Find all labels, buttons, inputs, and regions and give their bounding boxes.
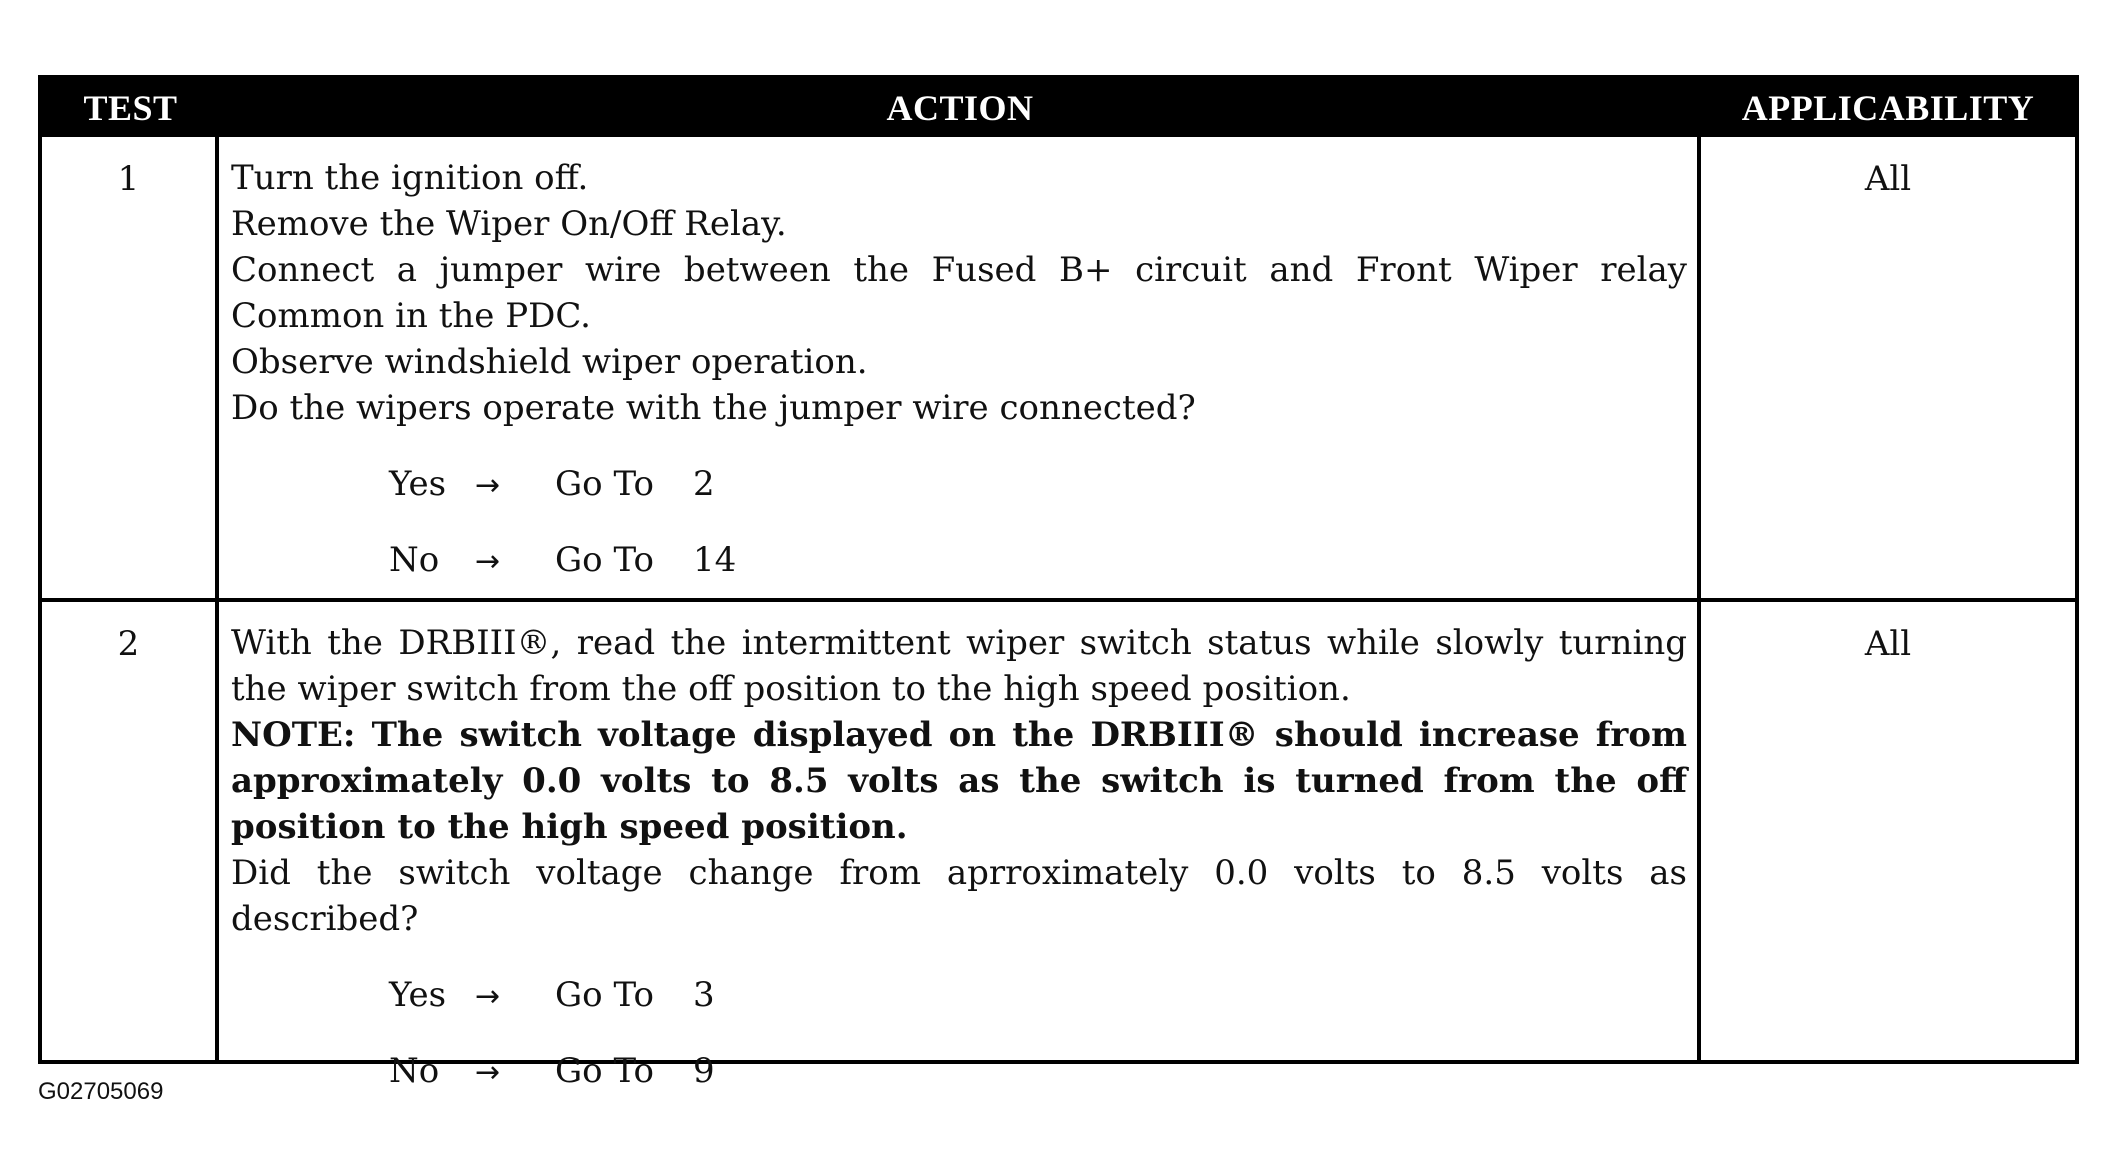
- action-cell: [219, 602, 1701, 1091]
- action-step: Observe windshield wiper operation.: [231, 342, 868, 382]
- header-applicability: APPLICABILITY: [1741, 88, 2035, 128]
- header-action: ACTION: [886, 88, 1034, 128]
- action-step: With the DRBIII®, read the intermittent wiper switch status while slowly turning the wiper switch from the off position to the high speed position.: [231, 623, 1687, 709]
- goto-block: [231, 972, 1687, 1124]
- answer-label: No: [389, 540, 440, 580]
- right-arrow-icon: →: [475, 979, 501, 1014]
- goto-target: 3: [693, 975, 715, 1015]
- action-question: Do the wipers operate with the jumper wire connected?: [231, 388, 1196, 428]
- answer-label: Yes: [389, 975, 447, 1015]
- action-step: Turn the ignition off.: [231, 158, 589, 198]
- goto-block: [231, 461, 1687, 613]
- header-test: TEST: [83, 88, 178, 128]
- right-arrow-icon: →: [475, 1055, 501, 1090]
- goto-label: Go To: [555, 975, 654, 1015]
- diagnostic-test-table: [38, 75, 2079, 1091]
- figure-id: G02705069: [38, 1078, 164, 1105]
- goto-no: [389, 1048, 1687, 1124]
- right-arrow-icon: →: [475, 544, 501, 579]
- action-question: Did the switch voltage change from aprroximately 0.0 volts to 8.5 volts as described?: [231, 853, 1687, 939]
- table-row: [42, 137, 2075, 598]
- applicability-value: All: [1864, 159, 1912, 199]
- applicability-value: All: [1864, 624, 1912, 664]
- goto-label: Go To: [555, 540, 654, 580]
- goto-yes: [389, 461, 1687, 537]
- goto-target: 9: [693, 1051, 715, 1091]
- goto-label: Go To: [555, 1051, 654, 1091]
- test-number: 1: [42, 137, 219, 598]
- note-text: NOTE: The switch voltage displayed on the DRBIII® should increase from approximately 0.0 volts to 8.5 volts as the switch is turned from the off position to the high speed position.: [231, 715, 1687, 847]
- table-row: [42, 598, 2075, 1091]
- goto-target: 14: [693, 540, 737, 580]
- action-step: Remove the Wiper On/Off Relay.: [231, 204, 787, 244]
- answer-label: No: [389, 1051, 440, 1091]
- answer-label: Yes: [389, 464, 447, 504]
- goto-target: 2: [693, 464, 715, 504]
- goto-label: Go To: [555, 464, 654, 504]
- action-step: Connect a jumper wire between the Fused B+ circuit and Front Wiper relay Common in the PDC.: [231, 250, 1687, 336]
- test-number: 2: [42, 602, 219, 1060]
- table-header: [42, 79, 2075, 137]
- goto-yes: [389, 972, 1687, 1048]
- action-cell: [219, 137, 1701, 598]
- right-arrow-icon: →: [475, 468, 501, 503]
